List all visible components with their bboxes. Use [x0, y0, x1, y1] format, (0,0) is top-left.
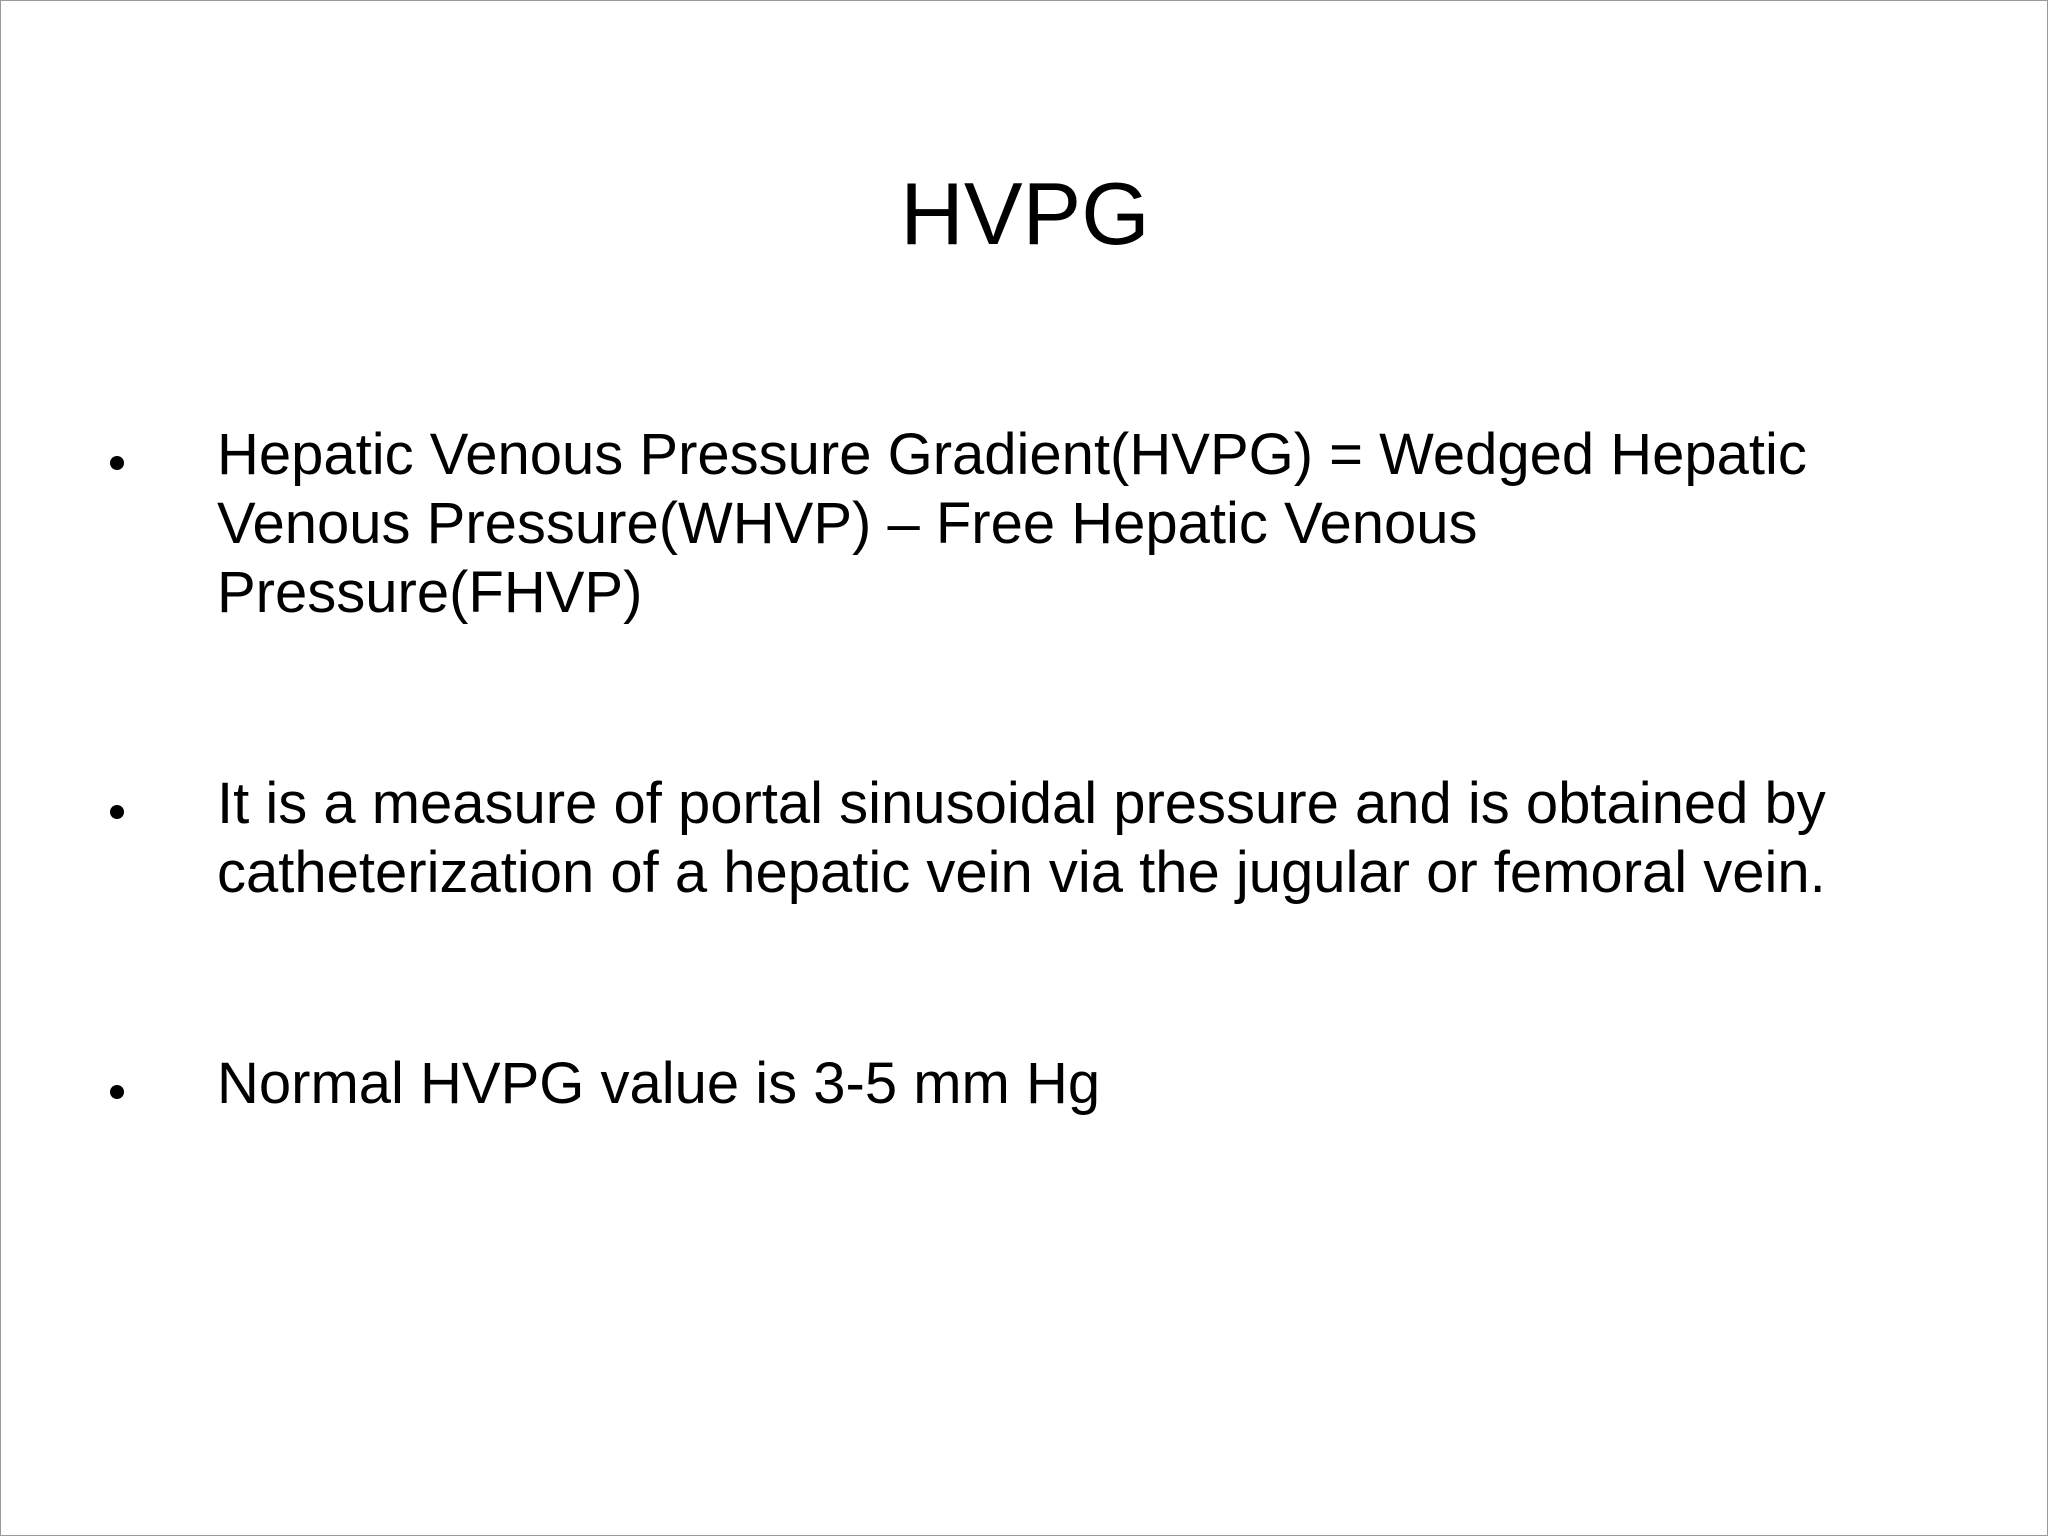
bullet-text — [217, 420, 1957, 627]
bullet-text — [217, 769, 1957, 907]
bullet-line: It is a measure of portal sinusoidal pressure and is obtained by — [217, 771, 1826, 836]
bullet-line: Hepatic Venous Pressure Gradient(HVPG) = Wedged Hepatic — [217, 422, 1807, 487]
bullet-dot-icon — [110, 456, 124, 470]
bullet-dot-icon — [110, 805, 124, 819]
slide-title: HVPG — [900, 164, 1150, 263]
bullet-line: Venous Pressure(WHVP) – Free Hepatic Venous — [217, 491, 1478, 556]
bullet-dot-icon — [110, 1085, 124, 1099]
bullet-line: catheterization of a hepatic vein via the jugular or femoral vein. — [217, 840, 1826, 905]
bullet-line: Pressure(FHVP) — [217, 560, 643, 625]
bullet-line: Normal HVPG value is 3-5 mm Hg — [217, 1051, 1101, 1116]
bullet-text — [217, 1049, 1957, 1118]
